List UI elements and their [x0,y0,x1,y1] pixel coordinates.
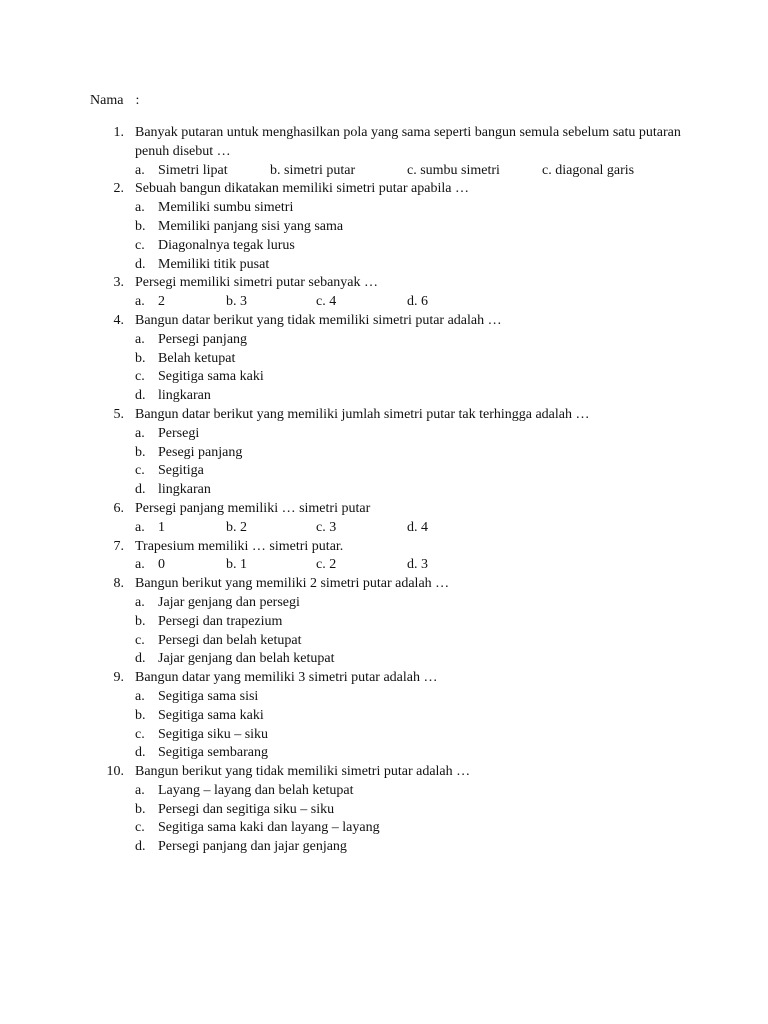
answer-option [0,237,768,256]
question-text: Bangun berikut yang memiliki 2 simetri putar adalah … [135,576,450,592]
question-number: 2. [113,181,124,197]
answer-option [0,782,768,801]
question-number: 9. [113,670,124,686]
answer-option [0,481,768,500]
answer-option [0,838,768,857]
answer-option [0,218,768,237]
answer-option [0,368,768,387]
option-text: Memiliki panjang sisi yang sama [158,218,344,234]
question-number: 1. [113,125,124,140]
question-item [0,538,768,557]
option-letter: c. [135,820,145,836]
option-letter: a. [135,294,145,310]
option-text: Segitiga sama kaki [158,707,264,723]
question-text: Trapesium memiliki … simetri putar. [135,538,344,554]
option-text: Belah ketupat [158,350,236,366]
answer-option [0,462,768,481]
question-number: 3. [113,275,124,291]
option-text: Segitiga sama kaki dan layang – layang [158,820,380,836]
option-letter: a. [135,425,145,441]
option-text: Segitiga sembarang [158,745,269,761]
option-letter: c. [135,726,145,742]
answer-option [0,726,768,745]
option-text: d. 6 [407,294,428,310]
option-letter: d. [135,839,146,855]
answer-option [0,744,768,763]
answer-option [0,801,768,820]
option-text: d. 4 [407,519,428,535]
option-text: Jajar genjang dan belah ketupat [158,651,335,667]
option-letter: a. [135,688,145,704]
question-number: 10. [106,764,124,780]
inline-options-row [0,519,768,538]
answer-option [0,650,768,669]
option-text: Persegi dan segitiga siku – siku [158,801,335,817]
question-number: 8. [113,576,124,592]
option-text: Segitiga sama sisi [158,688,259,704]
option-text: b. simetri putar [270,162,356,178]
question-number: 7. [113,538,124,554]
option-letter: b. [135,218,146,234]
option-text: Persegi panjang [158,331,248,347]
question-text: Bangun datar berikut yang tidak memiliki simetri putar adalah … [135,312,502,328]
option-letter: c. [135,237,145,253]
option-letter: a. [135,162,145,178]
option-text: Segitiga siku – siku [158,726,269,742]
option-text: d. 3 [407,557,428,573]
option-letter: d. [135,256,146,272]
option-text: lingkaran [158,388,211,404]
option-text: Memiliki sumbu simetri [158,200,294,216]
option-letter: a. [135,594,145,610]
question-text: Persegi memiliki simetri putar sebanyak … [135,275,379,291]
option-letter: c. [135,632,145,648]
option-letter: d. [135,745,146,761]
inline-options-row [0,556,768,575]
option-text: Pesegi panjang [158,444,243,460]
option-letter: a. [135,331,145,347]
option-text: Persegi [158,425,200,441]
option-text: Diagonalnya tegak lurus [158,237,295,253]
option-letter: b. [135,350,146,366]
question-item [0,669,768,688]
question-number: 5. [113,406,124,422]
answer-option [0,387,768,406]
question-text: Bangun datar berikut yang memiliki jumlah simetri putar tak terhingga adalah … [135,406,590,422]
question-item [0,274,768,293]
option-text: Memiliki titik pusat [158,256,270,272]
option-letter: d. [135,482,146,498]
option-letter: b. [135,444,146,460]
inline-options-row [0,293,768,312]
answer-option [0,632,768,651]
option-letter: b. [135,613,146,629]
option-text: b. 3 [226,294,247,310]
option-letter: a. [135,519,145,535]
question-list [0,124,768,857]
option-text: Jajar genjang dan persegi [158,594,300,610]
question-item [0,500,768,519]
option-text: c. 2 [316,557,337,573]
option-text: Segitiga sama kaki [158,369,264,385]
option-text: 2 [158,294,165,310]
name-line [90,92,139,110]
answer-option [0,425,768,444]
option-letter: d. [135,388,146,404]
question-text: Bangun berikut yang tidak memiliki simetri putar adalah … [135,764,471,780]
answer-option [0,707,768,726]
option-letter: d. [135,651,146,667]
option-letter: a. [135,200,145,216]
question-number: 6. [113,500,124,516]
option-letter: c. [135,463,145,479]
question-item [0,124,768,162]
question-item [0,575,768,594]
question-text: Sebuah bangun dikatakan memiliki simetri putar apabila … [135,181,469,197]
option-text: b. 1 [226,557,247,573]
option-text: c. 4 [316,294,337,310]
answer-option [0,819,768,838]
option-text: c. diagonal garis [542,162,635,178]
option-text: Persegi panjang dan jajar genjang [158,839,347,855]
option-text: Simetri lipat [158,162,228,178]
option-letter: b. [135,707,146,723]
answer-option [0,331,768,350]
option-text: Persegi dan trapezium [158,613,283,629]
name-colon: : [135,93,140,108]
option-text: c. sumbu simetri [407,162,500,178]
answer-option [0,594,768,613]
answer-option [0,688,768,707]
option-letter: c. [135,369,145,385]
option-text: Persegi dan belah ketupat [158,632,302,648]
answer-option [0,613,768,632]
option-letter: b. [135,801,146,817]
question-item [0,406,768,425]
option-letter: a. [135,557,145,573]
question-item [0,312,768,331]
option-letter: a. [135,782,145,798]
question-number: 4. [113,312,124,328]
answer-option [0,199,768,218]
option-text: lingkaran [158,482,211,498]
question-text: Persegi panjang memiliki … simetri putar [135,500,371,516]
question-item [0,763,768,782]
answer-option [0,350,768,369]
answer-option [0,444,768,463]
option-text: Segitiga [158,463,204,479]
question-text: Banyak putaran untuk menghasilkan pola yang sama seperti bangun semula sebelum satu putaran penuh disebut … [135,125,681,159]
answer-option [0,256,768,275]
inline-options-row [0,162,768,181]
option-text: c. 3 [316,519,337,535]
option-text: b. 2 [226,519,247,535]
name-label: Nama [90,93,124,108]
question-item [0,180,768,199]
option-text: 0 [158,557,165,573]
option-text: 1 [158,519,165,535]
option-text: Layang – layang dan belah ketupat [158,782,354,798]
question-text: Bangun datar yang memiliki 3 simetri putar adalah … [135,670,438,686]
